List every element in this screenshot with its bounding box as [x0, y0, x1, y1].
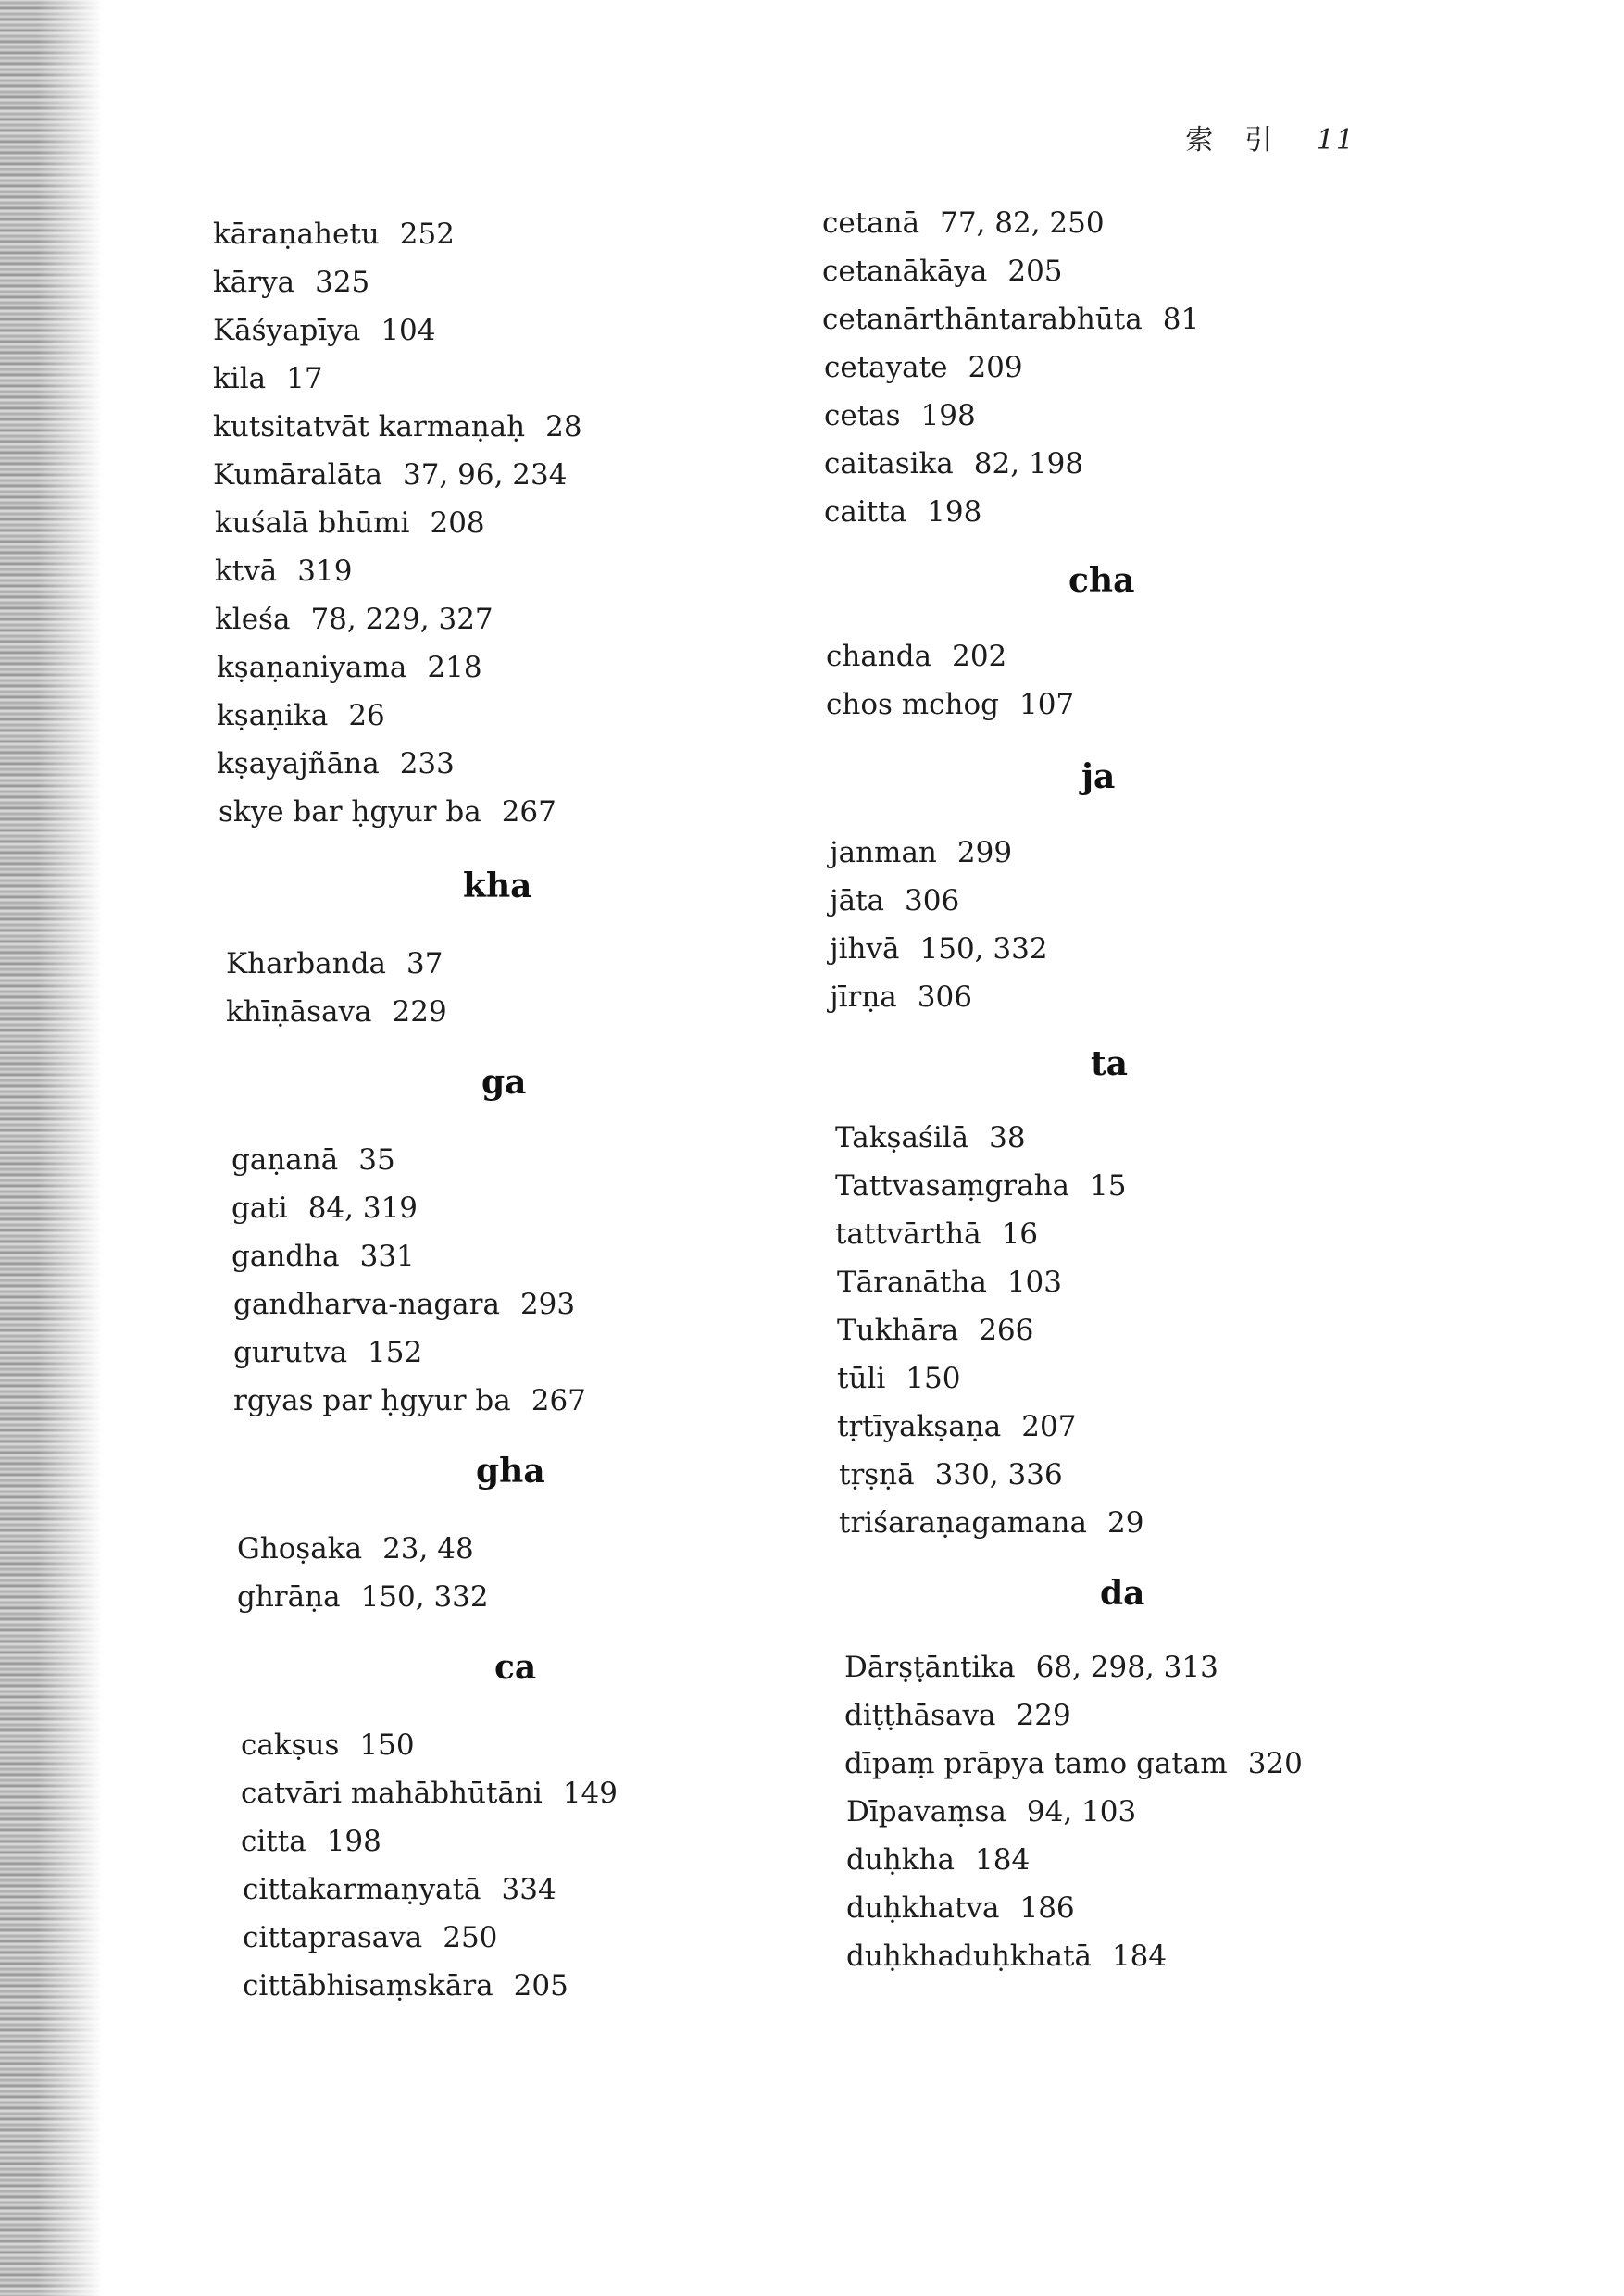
index-entry: kāraṇahetu 252 [213, 218, 455, 251]
section-heading-gha: gha [476, 1452, 545, 1491]
index-entry: cetanā 77, 82, 250 [822, 206, 1105, 240]
index-entry: cetanākāya 205 [822, 255, 1063, 288]
index-title: 索 引 [1185, 124, 1275, 156]
index-entry: gurutva 152 [233, 1336, 423, 1369]
index-entry: kutsitatvāt karmaṇaḥ 28 [213, 410, 582, 443]
page-header [1185, 117, 1355, 157]
index-entry: chos mchog 107 [826, 688, 1075, 721]
index-entry: duḥkha 184 [846, 1843, 1031, 1877]
index-entry: tūli 150 [837, 1362, 961, 1395]
index-entry: kṣaṇaniyama 218 [217, 651, 482, 684]
index-entry: chanda 202 [826, 640, 1007, 673]
index-entry: cittaprasava 250 [243, 1921, 498, 1954]
index-entry: triśaraṇagamana 29 [839, 1506, 1144, 1540]
index-entry: diṭṭhāsava 229 [844, 1699, 1071, 1732]
index-entry: gandha 331 [231, 1240, 415, 1273]
section-heading-da: da [1100, 1574, 1145, 1613]
index-entry: Dīpavaṃsa 94, 103 [846, 1795, 1137, 1828]
index-entry: kārya 325 [213, 266, 370, 299]
index-entry: tattvārthā 16 [835, 1217, 1039, 1251]
index-entry: cittakarmaṇyatā 334 [243, 1873, 556, 1906]
index-entry: tṛtīyakṣaṇa 207 [837, 1410, 1077, 1443]
section-heading-cha: cha [1068, 561, 1135, 600]
page-number: 11 [1316, 124, 1355, 156]
index-entry: Kumāralāta 37, 96, 234 [213, 458, 568, 492]
index-entry: dīpaṃ prāpya tamo gatam 320 [844, 1747, 1303, 1780]
index-entry: citta 198 [241, 1825, 381, 1858]
index-entry: Tattvasaṃgraha 15 [835, 1169, 1127, 1203]
index-entry: jīrṇa 306 [830, 980, 972, 1014]
index-entry: Ghoṣaka 23, 48 [237, 1532, 474, 1566]
index-entry: khīṇāsava 229 [226, 995, 447, 1029]
index-entry: Kāśyapīya 104 [213, 314, 436, 347]
index-entry: skye bar ḥgyur ba 267 [219, 795, 556, 829]
index-entry: cetas 198 [824, 399, 976, 432]
index-entry: jāta 306 [830, 884, 960, 917]
section-heading-ga: ga [481, 1063, 527, 1102]
index-entry: cetayate 209 [824, 351, 1023, 384]
section-heading-kha: kha [463, 867, 532, 905]
index-entry: duḥkhatva 186 [846, 1891, 1075, 1925]
index-entry: Tāranātha 103 [837, 1266, 1062, 1299]
index-entry: Kharbanda 37 [226, 947, 443, 980]
index-entry: caitta 198 [824, 495, 982, 529]
index-entry: janman 299 [830, 836, 1013, 869]
index-entry: rgyas par ḥgyur ba 267 [233, 1384, 586, 1417]
index-entry: Takṣaśilā 38 [835, 1121, 1026, 1154]
index-entry: jihvā 150, 332 [830, 932, 1048, 966]
section-heading-ja: ja [1081, 757, 1116, 796]
index-entry: kṣayajñāna 233 [217, 747, 455, 780]
index-entry: gaṇanā 35 [231, 1143, 395, 1177]
scan-edge-shadow [0, 0, 102, 2296]
index-entry: kuśalā bhūmi 208 [215, 506, 485, 540]
index-entry: catvāri mahābhūtāni 149 [241, 1777, 618, 1810]
index-entry: duḥkhaduḥkhatā 184 [846, 1940, 1168, 1973]
index-entry: gandharva-nagara 293 [233, 1288, 576, 1321]
index-entry: caitasika 82, 198 [824, 447, 1084, 480]
index-entry: kila 17 [213, 362, 323, 395]
index-entry: cittābhisaṃskāra 205 [243, 1969, 568, 2003]
index-entry: kleśa 78, 229, 327 [215, 603, 493, 636]
index-entry: kṣaṇika 26 [217, 699, 385, 732]
index-entry: ghrāṇa 150, 332 [237, 1580, 489, 1614]
section-heading-ca: ca [494, 1648, 537, 1687]
index-entry: Dārṣṭāntika 68, 298, 313 [844, 1651, 1218, 1684]
index-entry: Tukhāra 266 [837, 1314, 1034, 1347]
index-entry: gati 84, 319 [231, 1192, 418, 1225]
section-heading-ta: ta [1091, 1044, 1128, 1083]
index-entry: tṛṣṇā 330, 336 [839, 1458, 1063, 1491]
index-entry: cetanārthāntarabhūta 81 [822, 303, 1200, 336]
index-entry: ktvā 319 [215, 555, 353, 588]
index-entry: cakṣus 150 [241, 1728, 415, 1762]
